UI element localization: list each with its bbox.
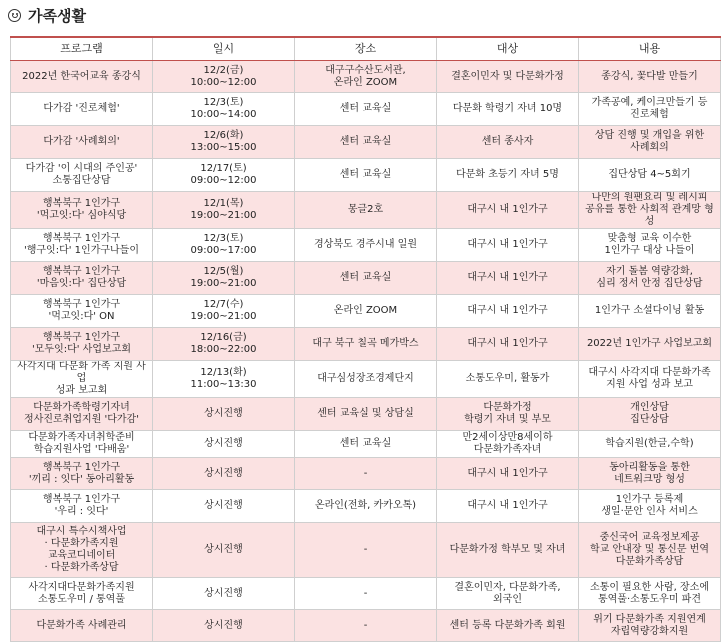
cell-target: 만2세이상만8세이하 다문화가족자녀 — [437, 431, 579, 458]
column-header-datetime: 일시 — [153, 37, 295, 61]
cell-program: 행복북구 1인가구 '먹고잇:다' ON — [11, 295, 153, 328]
cell-program: 행복북구 1인가구 '행구잇:다' 1인가구나들이 — [11, 229, 153, 262]
cell-datetime: 상시진행 — [153, 578, 295, 610]
cell-target: 결혼이민자 및 다문화가정 — [437, 61, 579, 93]
cell-place: 대구심성장조경제단지 — [295, 361, 437, 398]
cell-place: 센터 교육실 — [295, 159, 437, 192]
section-title: 가족생활 — [28, 6, 86, 25]
table-row — [11, 328, 721, 361]
cell-content: 중신국어 교육정보제공 학교 안내장 및 통신문 번역 다문화가족상담 — [579, 523, 721, 578]
cell-program: 다가감 '사례회의' — [11, 126, 153, 159]
table-row — [11, 61, 721, 93]
program-table — [10, 36, 721, 642]
cell-program: 다가감 '이 시대의 주인공' 소통집단상담 — [11, 159, 153, 192]
cell-place: 센터 교육실 — [295, 93, 437, 126]
cell-datetime: 상시진행 — [153, 458, 295, 490]
cell-program: 행복북구 1인가구 '모두잇:다' 사업보고회 — [11, 328, 153, 361]
cell-target: 다문화가정 학령기 자녀 및 부모 — [437, 398, 579, 431]
table-row — [11, 126, 721, 159]
table-row — [11, 159, 721, 192]
table-row — [11, 458, 721, 490]
cell-datetime: 상시진행 — [153, 610, 295, 642]
cell-datetime: 12/3(토) 10:00~14:00 — [153, 93, 295, 126]
cell-target: 대구시 내 1인가구 — [437, 295, 579, 328]
cell-datetime: 상시진행 — [153, 523, 295, 578]
cell-place: - — [295, 458, 437, 490]
cell-program: 다문화가족 사례관리 — [11, 610, 153, 642]
cell-target: 대구시 내 1인가구 — [437, 262, 579, 295]
cell-content: 2022년 1인가구 사업보고회 — [579, 328, 721, 361]
cell-content: 학습지원(한글,수학) — [579, 431, 721, 458]
cell-place: 몽글2호 — [295, 192, 437, 229]
cell-place: 센터 교육실 — [295, 126, 437, 159]
cell-target: 다문화 초등기 자녀 5명 — [437, 159, 579, 192]
table-row — [11, 490, 721, 523]
cell-program: 사각지대다문화가족지원 소통도우미 / 통역풀 — [11, 578, 153, 610]
table-row — [11, 229, 721, 262]
cell-target: 다문화 학령기 자녀 10명 — [437, 93, 579, 126]
cell-program: 행복북구 1인가구 '먹고잇:다' 심야식당 — [11, 192, 153, 229]
cell-datetime: 12/1(목) 19:00~21:00 — [153, 192, 295, 229]
cell-datetime: 12/17(토) 09:00~12:00 — [153, 159, 295, 192]
table-row — [11, 262, 721, 295]
table-row — [11, 431, 721, 458]
table-header-row — [11, 37, 721, 61]
cell-content: 가족공예, 케이크만들기 등 진로체험 — [579, 93, 721, 126]
cell-program: 행복북구 1인가구 '우리 : 잇다' — [11, 490, 153, 523]
cell-place: 대구구수산도서관, 온라인 ZOOM — [295, 61, 437, 93]
cell-datetime: 12/16(금) 18:00~22:00 — [153, 328, 295, 361]
table-row — [11, 361, 721, 398]
cell-program: 다문화가족학령기자녀 정사진로취업지원 '다가감' — [11, 398, 153, 431]
cell-program: 행복북구 1인가구 '끼리 : 잇다' 동아리활동 — [11, 458, 153, 490]
cell-datetime: 상시진행 — [153, 398, 295, 431]
cell-content: 소통이 필요한 사람, 장소에 통역풀·소통도우미 파견 — [579, 578, 721, 610]
cell-target: 대구시 내 1인가구 — [437, 328, 579, 361]
column-header-content: 내용 — [579, 37, 721, 61]
column-header-program: 프로그램 — [11, 37, 153, 61]
cell-content: 1인가구 소셜다이닝 활동 — [579, 295, 721, 328]
cell-datetime: 12/7(수) 19:00~21:00 — [153, 295, 295, 328]
cell-target: 대구시 내 1인가구 — [437, 192, 579, 229]
cell-target: 결혼이민자, 다문화가족, 외국인 — [437, 578, 579, 610]
cell-content: 상담 진행 및 개입을 위한 사례회의 — [579, 126, 721, 159]
table-row — [11, 578, 721, 610]
cell-datetime: 12/3(토) 09:00~17:00 — [153, 229, 295, 262]
cell-content: 집단상담 4~5회기 — [579, 159, 721, 192]
cell-place: 센터 교육실 — [295, 262, 437, 295]
cell-target: 센터 종사자 — [437, 126, 579, 159]
table-row — [11, 192, 721, 229]
cell-target: 대구시 내 1인가구 — [437, 490, 579, 523]
cell-place: - — [295, 523, 437, 578]
cell-datetime: 상시진행 — [153, 490, 295, 523]
cell-content: 1인가구 등록제 생일·문안 인사 서비스 — [579, 490, 721, 523]
cell-place: 온라인(전화, 카카오톡) — [295, 490, 437, 523]
cell-content: 종강식, 꽃다발 만들기 — [579, 61, 721, 93]
table-row — [11, 610, 721, 642]
cell-content: 동아리활동을 통한 네트워크망 형성 — [579, 458, 721, 490]
cell-content: 맞춤형 교육 이수한 1인가구 대상 나들이 — [579, 229, 721, 262]
cell-datetime: 12/13(화) 11:00~13:30 — [153, 361, 295, 398]
column-header-target: 대상 — [437, 37, 579, 61]
table-row — [11, 295, 721, 328]
table-body — [11, 61, 721, 642]
cell-target: 대구시 내 1인가구 — [437, 229, 579, 262]
cell-program: 사각지대 다문화 가족 지원 사업 성과 보고회 — [11, 361, 153, 398]
column-header-place: 장소 — [295, 37, 437, 61]
cell-place: 센터 교육실 및 상담실 — [295, 398, 437, 431]
cell-content: 나만의 원팬요리 및 레시피 공유를 통한 사회적 관계망 형성 — [579, 192, 721, 229]
cell-program: 2022년 한국어교육 종강식 — [11, 61, 153, 93]
cell-target: 다문화가정 학부모 및 자녀 — [437, 523, 579, 578]
table-row — [11, 398, 721, 431]
cell-content: 위기 다문화가족 지원연계 자립역량강화지원 — [579, 610, 721, 642]
cell-place: 경상북도 경주시내 일원 — [295, 229, 437, 262]
cell-place: 대구 북구 칠곡 메가박스 — [295, 328, 437, 361]
cell-content: 개인상담 집단상담 — [579, 398, 721, 431]
table-row — [11, 523, 721, 578]
cell-place: 온라인 ZOOM — [295, 295, 437, 328]
cell-program: 다문화가족자녀취학준비 학습지원사업 '다배움' — [11, 431, 153, 458]
cell-place: - — [295, 578, 437, 610]
cell-program: 다가감 '진로체험' — [11, 93, 153, 126]
cell-datetime: 12/6(화) 13:00~15:00 — [153, 126, 295, 159]
section-header — [0, 0, 727, 30]
cell-target: 대구시 내 1인가구 — [437, 458, 579, 490]
cell-place: 센터 교육실 — [295, 431, 437, 458]
table-row — [11, 93, 721, 126]
smile-icon — [8, 9, 21, 22]
cell-target: 소통도우미, 활동가 — [437, 361, 579, 398]
cell-program: 대구시 특수시책사업 · 다문화가족지원 교육코디네이터 · 다문화가족상담 — [11, 523, 153, 578]
cell-datetime: 상시진행 — [153, 431, 295, 458]
cell-datetime: 12/2(금) 10:00~12:00 — [153, 61, 295, 93]
cell-content: 대구시 사각지대 다문화가족 지원 사업 성과 보고 — [579, 361, 721, 398]
cell-place: - — [295, 610, 437, 642]
cell-content: 자기 돌봄 역량강화, 심리 정서 안정 집단상담 — [579, 262, 721, 295]
cell-program: 행복북구 1인가구 '마음잇:다' 집단상담 — [11, 262, 153, 295]
cell-datetime: 12/5(월) 19:00~21:00 — [153, 262, 295, 295]
cell-target: 센터 등록 다문화가족 회원 — [437, 610, 579, 642]
